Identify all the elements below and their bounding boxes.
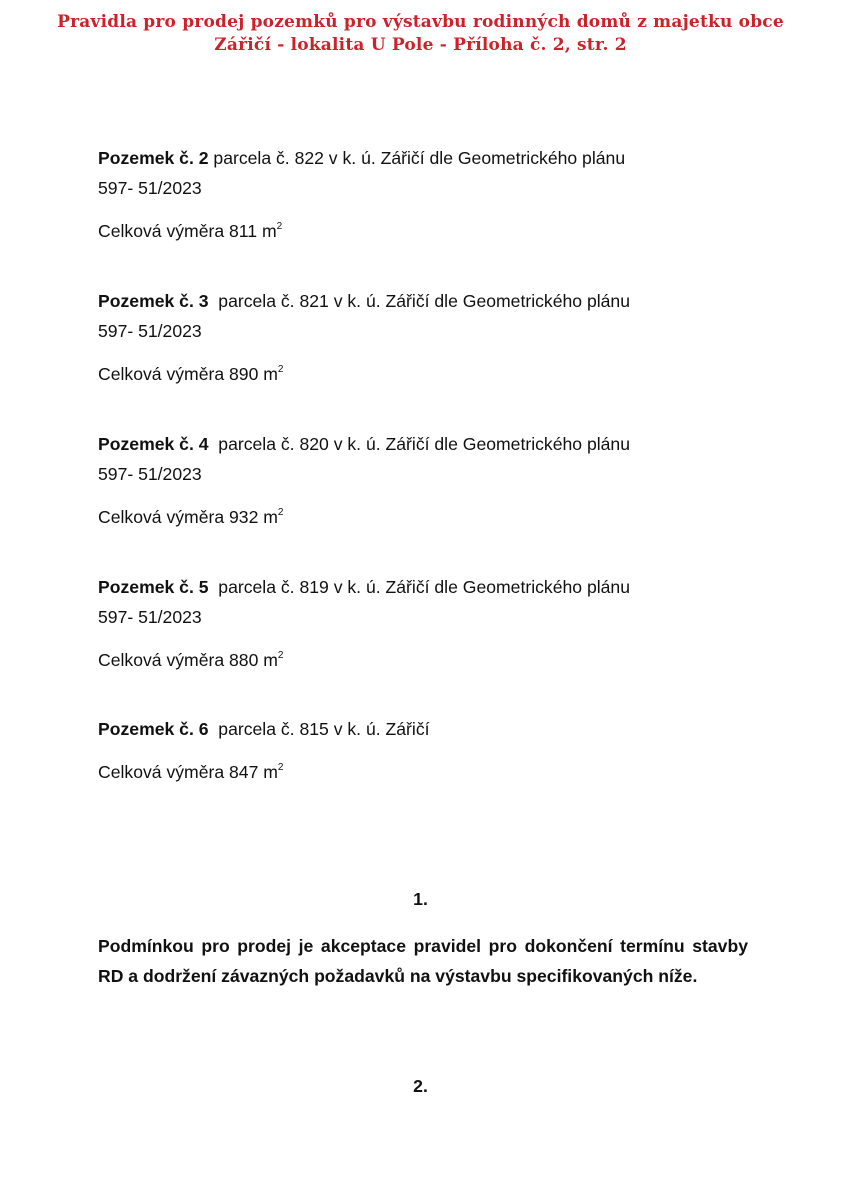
parcel-description-line — [98, 572, 758, 602]
parcel-label: Pozemek č. 4 — [98, 433, 209, 454]
parcel-description: parcela č. 819 v k. ú. Zářičí dle Geometrického plánu — [208, 576, 630, 597]
parcel-area-unit-exponent: 2 — [276, 221, 283, 232]
section-number-2: 2. — [413, 1076, 428, 1096]
parcel-area-text: Celková výměra 880 m — [98, 649, 278, 670]
parcel-area — [98, 499, 758, 532]
parcel-label: Pozemek č. 3 — [98, 290, 209, 311]
parcel-description-line — [98, 143, 758, 173]
parcel-area-unit-exponent: 2 — [277, 363, 284, 375]
parcel-area — [98, 642, 758, 675]
section-1-text: Podmínkou pro prodej je akceptace pravidel pro dokončení termínu stavby RD a dodržení závazných požadavků na výstavbu specifikovaných níže. — [98, 936, 748, 986]
header-title-line-1: Pravidla pro prodej pozemků pro výstavbu rodinných domů z majetku obce — [57, 12, 784, 32]
parcel-plan-number: 597- 51/2023 — [98, 463, 202, 484]
parcel-item — [98, 286, 758, 389]
parcel-description: parcela č. 821 v k. ú. Zářičí dle Geometrického plánu — [208, 290, 630, 311]
parcel-label: Pozemek č. 2 — [98, 148, 209, 168]
parcel-item — [98, 714, 758, 787]
section-number-1: 1. — [413, 889, 428, 909]
parcel-area — [98, 213, 758, 246]
parcel-item — [98, 572, 758, 675]
header-title-line-2: Zářičí - lokalita U Pole - Příloha č. 2, str. 2 — [214, 35, 627, 55]
parcel-label: Pozemek č. 6 — [98, 719, 209, 740]
parcel-area-text: Celková výměra 811 m — [98, 220, 277, 241]
parcel-area-unit-exponent: 2 — [277, 762, 284, 774]
parcel-area-unit-exponent: 2 — [277, 649, 284, 661]
page-header — [0, 11, 841, 57]
parcel-item — [98, 143, 758, 246]
parcel-description: parcela č. 820 v k. ú. Zářičí dle Geometrického plánu — [208, 433, 630, 454]
parcel-plan-number: 597- 51/2023 — [98, 320, 202, 341]
parcel-area-text: Celková výměra 932 m — [98, 506, 278, 527]
parcel-description-line — [98, 429, 758, 459]
parcel-area-unit-exponent: 2 — [277, 506, 284, 518]
parcel-description-line — [98, 714, 758, 744]
parcel-plan-number: 597- 51/2023 — [98, 606, 202, 627]
parcel-label: Pozemek č. 5 — [98, 576, 209, 597]
parcel-description-line — [98, 286, 758, 316]
parcel-area — [98, 356, 758, 389]
parcel-plan-number: 597- 51/2023 — [98, 178, 202, 198]
parcel-description: parcela č. 822 v k. ú. Zářičí dle Geometrického plánu — [208, 148, 626, 168]
parcel-description: parcela č. 815 v k. ú. Zářičí — [208, 719, 430, 740]
parcel-area-text: Celková výměra 890 m — [98, 363, 278, 384]
parcel-list — [98, 143, 758, 827]
parcel-area — [98, 754, 758, 787]
parcel-area-text: Celková výměra 847 m — [98, 762, 278, 783]
parcel-item — [98, 429, 758, 532]
